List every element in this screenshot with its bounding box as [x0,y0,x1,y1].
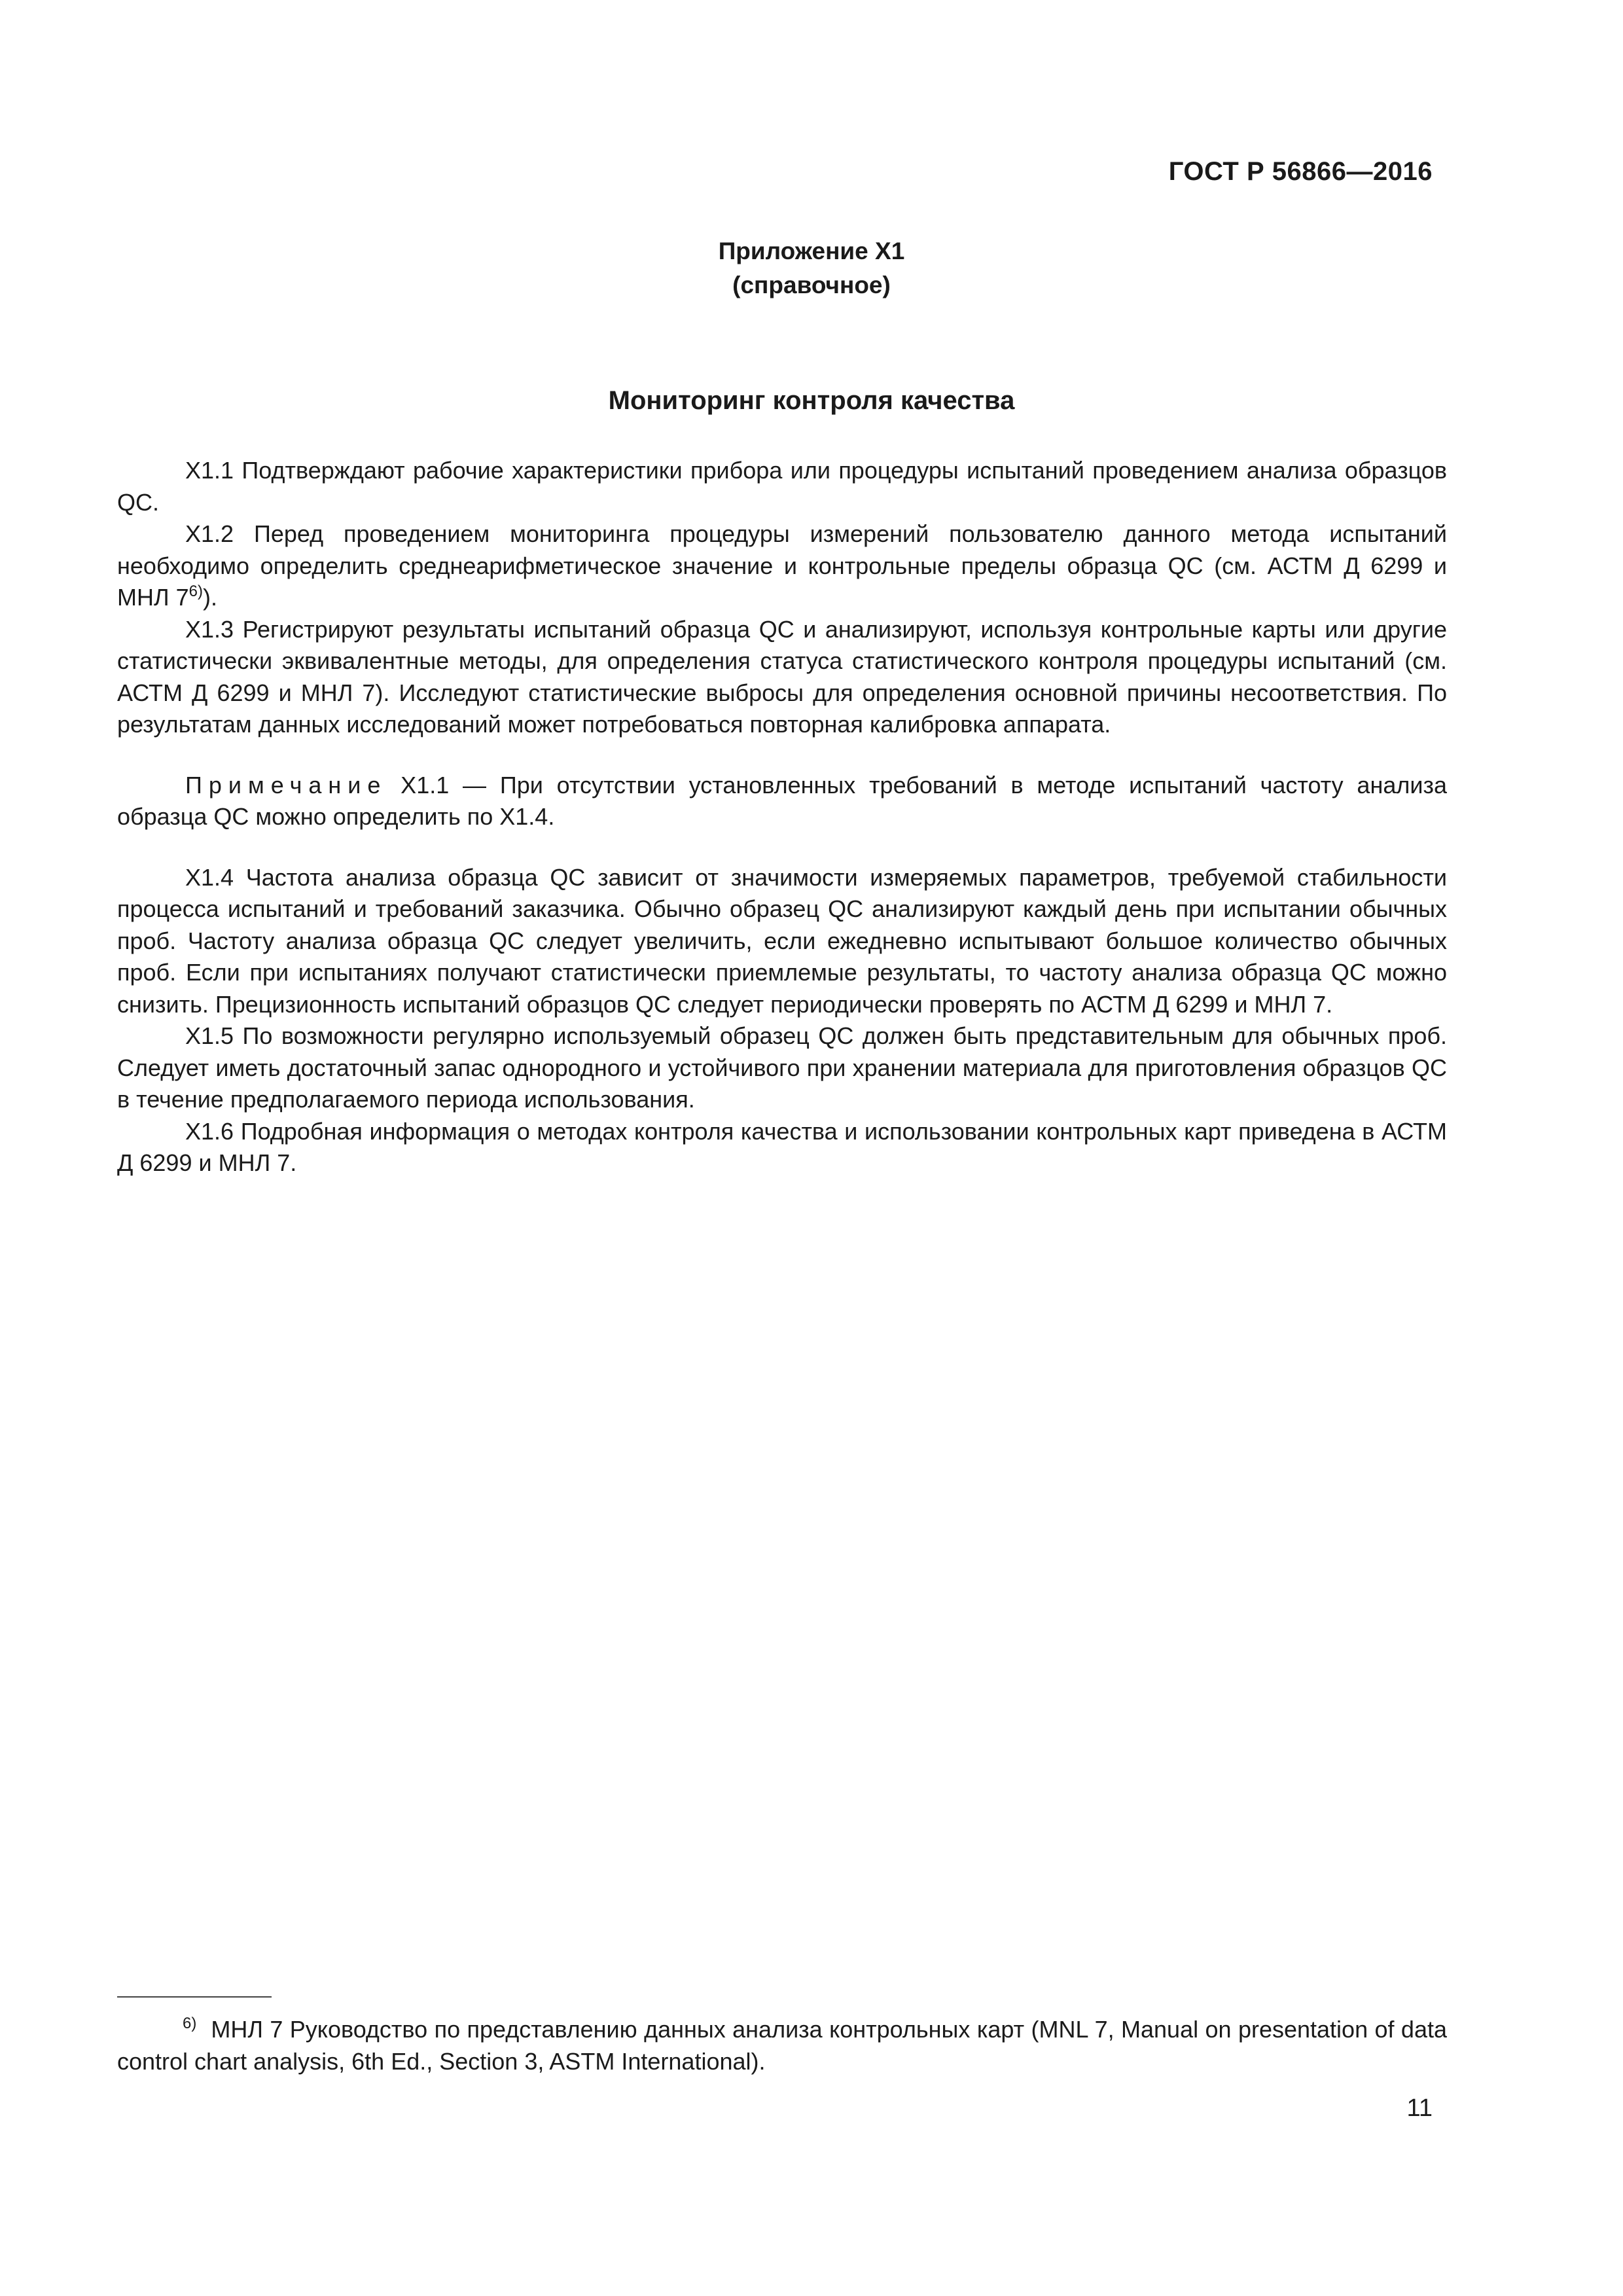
appendix-heading [0,234,1623,302]
footnote-reference: 6) [188,583,203,600]
page-number: 11 [1406,2094,1433,2122]
note-x1-1 [117,770,1447,833]
paragraph-x1-4: X1.4 Частота анализа образца QC зависит от значимости измеряемых параметров, требуемой стабильности процесса испытаний и требований заказчика. Обычно образец QC анализируют каждый день при испытании обычных проб. Частоту анализа образца QC следует увеличить, если ежедневно испытывают большое количество обычных проб. Если при испытаниях получают статистически приемлемые результаты, то частоту анализа образца QC можно снизить. Прецизионность испытаний образцов QC следует периодически проверять по АСТМ Д 6299 и МНЛ 7. [117,863,1447,1018]
paragraph-x1-2-tail: ). [202,584,217,611]
body-text [117,455,1447,1179]
footnote-divider [117,1996,272,1998]
paragraph-x1-2-text: X1.2 Перед проведением мониторинга процедуры измерений пользователю данного метода испытаний необходимо определить среднеарифметическое значение и контрольные пределы образца QC (см. АСТМ Д 6299 и МНЛ 7 [117,520,1447,611]
paragraph-x1-3: X1.3 Регистрируют результаты испытаний образца QC и анализируют, используя контрольные карты или другие статистически эквивалентные методы, для определения статуса статистического контроля процедуры испытаний (см. АСТМ Д 6299 и МНЛ 7). Исследуют статистические выбросы для определения основной причины несоответствия. По результатам данных исследований может потребоваться повторная калибровка аппарата. [117,615,1447,738]
note-label: Примечание [185,771,387,798]
paragraph-x1-6: X1.6 Подробная информация о методах контроля качества и использовании контрольных карт приведена в АСТМ Д 6299 и МНЛ 7. [117,1117,1447,1176]
section-title: Мониторинг контроля качества [608,386,1015,415]
paragraph-x1-5: X1.5 По возможности регулярно используемый образец QC должен быть представительным для обычных проб. Следует иметь достаточный запас однородного и устойчивого при хранении материала для приготовления образцов QC в течение предполагаемого периода использования. [117,1022,1447,1113]
document-code-header: ГОСТ Р 56866—2016 [1168,157,1433,186]
footnote: $^{6)}$ МНЛ 7 Руководство по представлению данных анализа контрольных карт (MNL 7, Manual on presentation of data control chart analysis, 6th Ed., Section 3, ASTM International). [117,2015,1447,2075]
paragraph-x1-2 [117,518,1447,614]
note-text: X1.1 — При отсутствии установленных требований в методе испытаний частоту анализа образца QC можно определить по X1.4. [117,771,1447,830]
footnote-text: МНЛ 7 Руководство по представлению данных анализа контрольных карт (MNL 7, Manual on presentation of data control chart analysis, 6th Ed., Section 3, ASTM International). [117,2016,1447,2075]
appendix-type: (справочное) [732,272,891,298]
appendix-title: Приложение X1 [718,238,905,264]
paragraph-x1-1: X1.1 Подтверждают рабочие характеристики прибора или процедуры испытаний проведением анализа образцов QC. [117,457,1447,516]
